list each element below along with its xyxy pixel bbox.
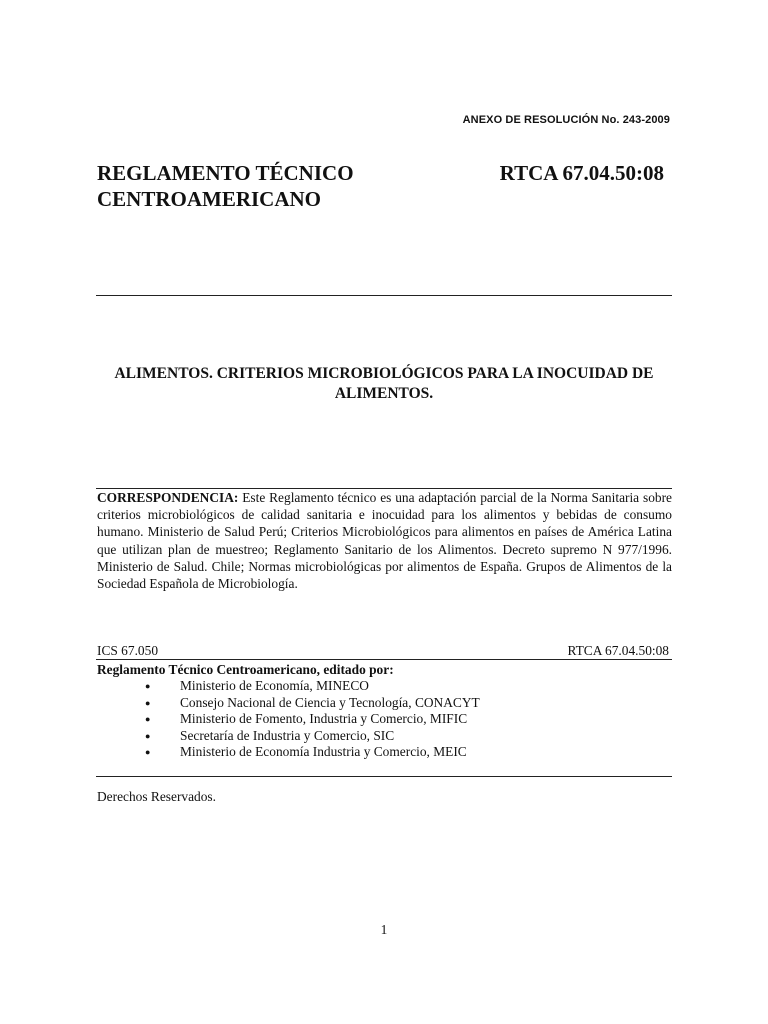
- bullet-icon: ●: [145, 714, 151, 725]
- editor-organizations-list: [97, 678, 480, 761]
- header-divider: [96, 295, 672, 296]
- regulation-title-line-1: REGLAMENTO TÉCNICO: [97, 161, 354, 185]
- ics-rtca-code: RTCA 67.04.50:08: [567, 643, 669, 658]
- ics-divider: [96, 659, 672, 660]
- list-item: [97, 711, 480, 728]
- edited-by-heading: Reglamento Técnico Centroamericano, editado por:: [97, 662, 394, 677]
- list-item: [97, 744, 480, 761]
- rights-divider: [96, 776, 672, 777]
- document-title: [96, 364, 672, 404]
- list-item: [97, 678, 480, 695]
- organization-name: Ministerio de Economía, MINECO: [180, 678, 369, 693]
- bullet-icon: ●: [145, 697, 151, 708]
- annex-resolution-label: ANEXO DE RESOLUCIÓN No. 243-2009: [462, 114, 670, 126]
- correspondence-text: Este Reglamento técnico es una adaptación parcial de la Norma Sanitaria sobre criterios microbiológicos de calidad sanitaria e inocuidad para los alimentos y bebidas de consumo humano. Ministerio de Salud Perú; Criterios Microbiológicos para alimentos en países de América Latina que utilizan plan de muestreo; Reglamento Sanitario de los Alimentos. Decreto supremo N 977/1996. Ministerio de Salud. Chile; Normas microbiológicas por alimentos de España. Grupos de Alimentos de la Sociedad Española de Microbiología.: [97, 490, 672, 592]
- organization-name: Ministerio de Economía Industria y Comercio, MEIC: [180, 744, 467, 760]
- rights-notice: Derechos Reservados.: [97, 789, 216, 804]
- list-item: [97, 695, 480, 712]
- regulation-title-line-2: CENTROAMERICANO: [97, 187, 322, 211]
- list-item: [97, 728, 480, 745]
- ics-code: ICS 67.050: [97, 643, 159, 658]
- regulation-title: [97, 160, 354, 212]
- correspondence-paragraph: [97, 489, 672, 592]
- bullet-icon: ●: [145, 747, 151, 758]
- document-title-line-2: ALIMENTOS.: [334, 385, 434, 402]
- correspondence-label: CORRESPONDENCIA:: [97, 490, 239, 505]
- organization-name: Ministerio de Fomento, Industria y Comercio, MIFIC: [180, 711, 468, 727]
- ics-row: [97, 642, 669, 659]
- regulation-code: RTCA 67.04.50:08: [499, 161, 664, 185]
- bullet-icon: ●: [145, 681, 151, 691]
- document-title-line-1: ALIMENTOS. CRITERIOS MICROBIOLÓGICOS PARA LA INOCUIDAD DE: [114, 365, 654, 382]
- bullet-icon: ●: [145, 730, 151, 741]
- organization-name: Consejo Nacional de Ciencia y Tecnología, CONACYT: [180, 694, 480, 710]
- organization-name: Secretaría de Industria y Comercio, SIC: [180, 727, 395, 743]
- page-number: 1: [380, 922, 388, 937]
